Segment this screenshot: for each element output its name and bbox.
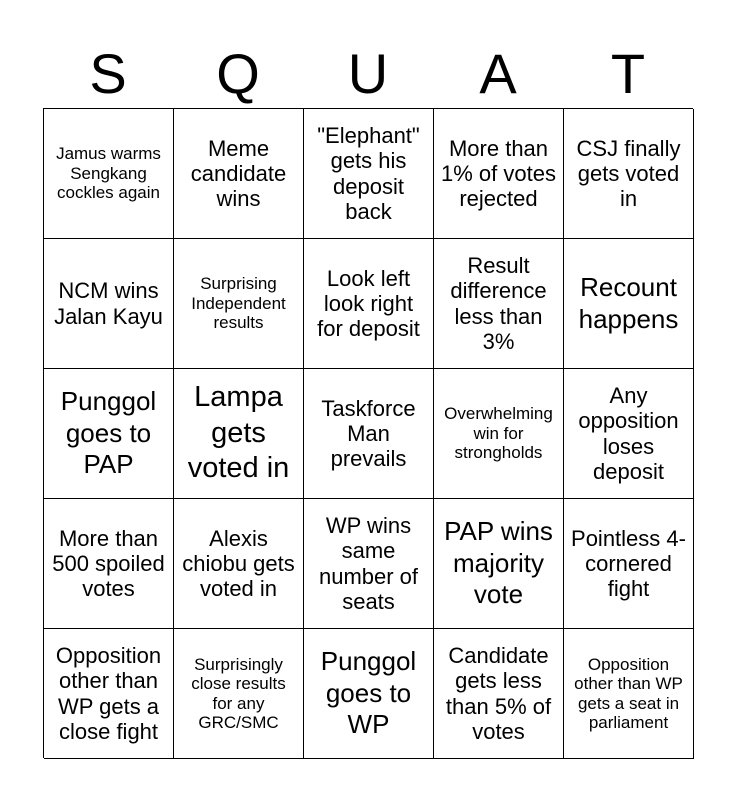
cell-text: Overwhelming win for strongholds xyxy=(444,404,553,463)
bingo-cell[interactable] xyxy=(304,499,434,629)
bingo-cell[interactable] xyxy=(44,239,174,369)
cell-text: Surprising Independent results xyxy=(191,274,286,333)
bingo-cell[interactable] xyxy=(174,369,304,499)
cell-text: Pointless 4-cornered fight xyxy=(571,525,686,602)
cell-text: Recount happens xyxy=(578,271,679,334)
bingo-cell[interactable] xyxy=(44,369,174,499)
bingo-cell[interactable] xyxy=(304,109,434,239)
bingo-cell[interactable] xyxy=(174,239,304,369)
bingo-cell[interactable] xyxy=(434,629,564,759)
header-letter-s: S xyxy=(89,42,127,105)
bingo-cell[interactable] xyxy=(304,239,434,369)
cell-text: Alexis chiobu gets voted in xyxy=(182,525,295,602)
bingo-cell[interactable] xyxy=(304,629,434,759)
bingo-cell[interactable] xyxy=(564,499,694,629)
cell-text: Lampa gets voted in xyxy=(187,381,290,485)
cell-text: "Elephant" gets his deposit back xyxy=(317,123,420,224)
cell-text: NCM wins Jalan Kayu xyxy=(54,278,163,329)
cell-text: Any opposition loses deposit xyxy=(578,383,679,484)
cell-text: Jamus warms Sengkang cockles again xyxy=(56,144,161,203)
cell-text: More than 500 spoiled votes xyxy=(52,525,165,602)
bingo-cell[interactable] xyxy=(564,629,694,759)
cell-text: PAP wins majority vote xyxy=(444,515,553,610)
bingo-cell[interactable] xyxy=(174,499,304,629)
cell-text: Surprisingly close results for any GRC/SMC xyxy=(191,654,286,732)
bingo-cell[interactable] xyxy=(434,239,564,369)
bingo-cell[interactable] xyxy=(44,629,174,759)
cell-text: Punggol goes to WP xyxy=(320,645,417,740)
bingo-cell[interactable] xyxy=(174,629,304,759)
bingo-cell[interactable] xyxy=(564,369,694,499)
cell-text: CSJ finally gets voted in xyxy=(576,135,681,212)
bingo-header xyxy=(43,40,693,108)
cell-text: Result difference less than 3% xyxy=(450,253,547,354)
cell-text: More than 1% of votes rejected xyxy=(441,135,556,212)
bingo-cell[interactable] xyxy=(44,499,174,629)
bingo-cell[interactable] xyxy=(304,369,434,499)
bingo-board xyxy=(43,108,693,758)
cell-text: Meme candidate wins xyxy=(190,135,287,212)
cell-text: Opposition other than WP gets a close fight xyxy=(55,643,162,744)
cell-text: Candidate gets less than 5% of votes xyxy=(445,643,552,744)
cell-text: Taskforce Man prevails xyxy=(321,395,416,472)
cell-text: WP wins same number of seats xyxy=(318,513,419,614)
header-letter-a: A xyxy=(479,42,517,105)
bingo-cell[interactable] xyxy=(434,499,564,629)
bingo-cell[interactable] xyxy=(434,109,564,239)
header-letter-t: T xyxy=(610,42,646,105)
cell-text: Look left look right for deposit xyxy=(317,265,420,342)
bingo-cell[interactable] xyxy=(434,369,564,499)
cell-text: Punggol goes to PAP xyxy=(60,385,157,480)
bingo-cell[interactable] xyxy=(44,109,174,239)
header-letter-u: U xyxy=(347,42,389,105)
bingo-cell[interactable] xyxy=(564,239,694,369)
cell-text: Opposition other than WP gets a seat in parliament xyxy=(574,654,683,732)
header-letter-q: Q xyxy=(216,42,260,105)
bingo-cell[interactable] xyxy=(174,109,304,239)
bingo-cell[interactable] xyxy=(564,109,694,239)
